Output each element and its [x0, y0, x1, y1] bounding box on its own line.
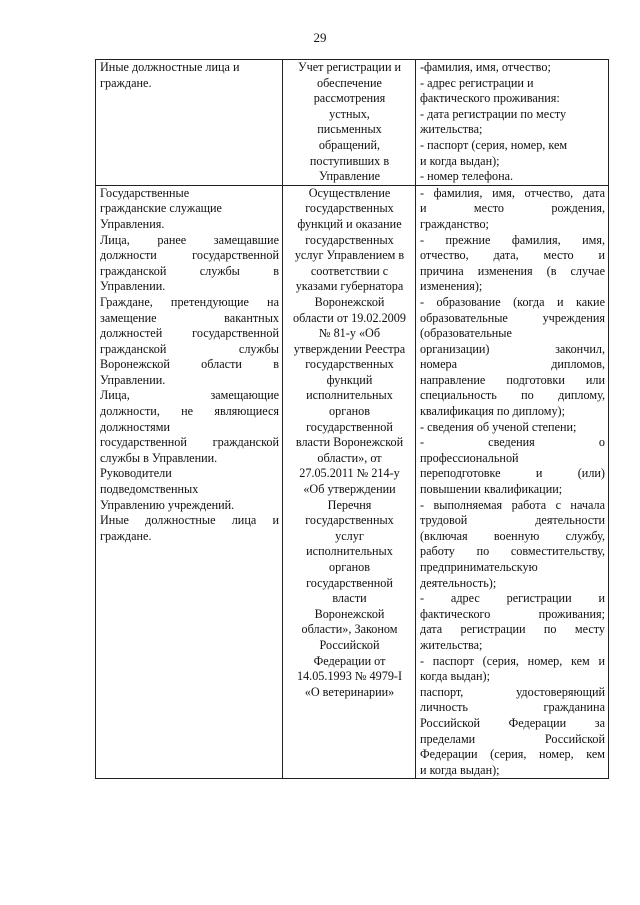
purpose-line: Воронежской: [314, 606, 385, 621]
personal-data-line: образовательные учреждения: [420, 310, 605, 325]
personal-data-line: переподготовке и (или): [420, 466, 605, 481]
personal-data-line: - прежние фамилия, имя,: [420, 232, 605, 247]
purpose-line: соответствии с: [310, 263, 389, 278]
personal-data-line: деятельность);: [420, 575, 497, 590]
purpose-line: функций и оказание: [297, 216, 402, 231]
purpose-line: Российской: [319, 637, 380, 652]
personal-data-line: квалификация по диплому);: [420, 404, 565, 419]
subjects-cell: [96, 185, 283, 779]
purpose-line: указами губернатора: [295, 279, 404, 294]
personal-data-line: работу по совместительству,: [420, 544, 605, 559]
purpose-line: Учет регистрации и: [297, 60, 402, 74]
personal-data-line: пределами Российской: [420, 731, 605, 746]
personal-data-line: когда выдан);: [420, 669, 490, 684]
personal-data-line: - дата регистрации по месту: [420, 106, 567, 121]
personal-data-line: отчество, дата, место и: [420, 248, 605, 263]
subjects-line: гражданские служащие: [100, 201, 222, 216]
subjects-line: Иные должностные лица и: [100, 513, 279, 528]
personal-data-line: повышении квалификации;: [420, 482, 563, 497]
personal-data-line: жительства;: [420, 122, 483, 137]
personal-data-line: Федерации (серия, номер, кем: [420, 747, 605, 762]
purpose-line: Перечня: [327, 497, 372, 512]
personal-data-line: жительства;: [420, 637, 483, 652]
purpose-line: обращений,: [318, 137, 381, 152]
personal-data-line: трудовой деятельности: [420, 513, 605, 528]
purpose-line: 14.05.1993 № 4979-I: [296, 669, 403, 684]
purpose-line: государственной: [306, 575, 393, 590]
subjects-line: должностей государственной: [100, 326, 279, 341]
subjects-cell: [96, 60, 283, 186]
purpose-line: «О ветеринарии»: [304, 684, 395, 699]
subjects-line: государственной гражданской: [100, 435, 279, 450]
subjects-line: граждане.: [100, 528, 152, 543]
subjects-line: должностями: [100, 419, 170, 434]
purpose-line: органов: [329, 560, 370, 574]
purpose-line: государственных: [305, 513, 394, 528]
personal-data-line: - сведения о: [420, 435, 605, 450]
purpose-line: Воронежской: [314, 294, 385, 309]
purpose-line: Осуществление: [308, 185, 391, 200]
subjects-line: Иные должностные лица и: [100, 60, 240, 74]
purpose-line: устных,: [329, 106, 370, 121]
purpose-line: государственных: [305, 357, 394, 372]
personal-data-line: номера дипломов,: [420, 357, 605, 372]
personal-data-line: - адрес регистрации и: [420, 591, 605, 606]
personal-data-line: - адрес регистрации и: [420, 75, 534, 90]
subjects-line: Управлении.: [100, 372, 166, 387]
subjects-line: Лица, замещающие: [100, 388, 279, 403]
personal-data-line: Российской Федерации за: [420, 715, 605, 730]
subjects-line: должности государственной: [100, 248, 279, 263]
purpose-line: № 81-у «Об: [318, 326, 381, 341]
purpose-line: письменных: [317, 122, 382, 137]
purpose-line: области», Законом: [301, 622, 398, 637]
purpose-line: государственных: [305, 232, 394, 247]
personal-data-line: предпринимательскую: [420, 560, 538, 574]
personal-data-line: - паспорт (серия, номер, кем и: [420, 653, 605, 668]
table-row: [96, 185, 609, 779]
personal-data-line: фактического проживания:: [420, 91, 560, 106]
purpose-line: обеспечение: [317, 75, 382, 90]
purpose-line: «Об утверждении: [303, 482, 396, 497]
subjects-line: гражданской службы: [100, 341, 279, 356]
purpose-line: власти Воронежской: [295, 435, 404, 450]
subjects-line: Государственные: [100, 185, 190, 200]
purpose-line: области от 19.02.2009: [293, 310, 406, 325]
subjects-line: Граждане, претендующие на: [100, 294, 279, 309]
subjects-line: замещение вакантных: [100, 310, 279, 325]
personal-data-line: и когда выдан);: [420, 762, 500, 777]
personal-data-line: и место рождения,: [420, 201, 605, 216]
purpose-line: Управление: [318, 169, 381, 184]
purpose-line: услуг Управлением в: [294, 248, 405, 263]
table-row: [96, 60, 609, 186]
purpose-line: услуг: [335, 528, 364, 543]
personal-data-line: гражданство;: [420, 216, 489, 231]
purpose-line: рассмотрения: [313, 91, 386, 106]
personal-data-line: фактического проживания;: [420, 606, 605, 621]
personal-data-line: - образование (когда и какие: [420, 294, 605, 309]
subjects-line: гражданской службы в: [100, 263, 279, 278]
subjects-line: должности, не являющиеся: [100, 404, 279, 419]
personal-data-line: организации) закончил,: [420, 341, 605, 356]
purpose-cell: [283, 60, 416, 186]
subjects-line: Лица, ранее замещавшие: [100, 232, 279, 247]
purpose-line: функций: [326, 372, 373, 387]
subjects-line: Управлении.: [100, 279, 166, 294]
personal-data-line: изменения);: [420, 279, 483, 294]
purpose-line: утверждении Реестра: [293, 341, 406, 356]
personal-data-line: паспорт, удостоверяющий: [420, 684, 605, 699]
purpose-line: органов: [329, 404, 370, 419]
page-number: 29: [313, 30, 327, 45]
personal-data-line: дата регистрации по месту: [420, 622, 605, 637]
subjects-line: Воронежской области в: [100, 357, 279, 372]
subjects-line: граждане.: [100, 75, 152, 90]
purpose-line: государственной: [306, 419, 393, 434]
subjects-line: Управления.: [100, 216, 165, 231]
personal-data-cell: [416, 185, 609, 779]
personal-data-line: (образовательные: [420, 326, 512, 341]
purpose-line: государственных: [305, 201, 394, 216]
personal-data-line: причина изменения (в случае: [420, 263, 605, 278]
purpose-cell: [283, 185, 416, 779]
personal-data-line: специальность по диплому,: [420, 388, 605, 403]
personal-data-cell: [416, 60, 609, 186]
personal-data-line: - сведения об ученой степени;: [420, 419, 577, 434]
purpose-line: области», от: [317, 450, 382, 465]
personal-data-line: - номер телефона.: [420, 169, 514, 184]
personal-data-line: (включая военную службу,: [420, 528, 605, 543]
personal-data-line: -фамилия, имя, отчество;: [420, 60, 551, 74]
data-processing-table: [95, 59, 609, 779]
subjects-line: Руководители: [100, 466, 172, 481]
personal-data-line: - паспорт (серия, номер, кем: [420, 137, 568, 152]
purpose-line: исполнительных: [306, 388, 393, 403]
purpose-line: 27.05.2011 № 214-у: [299, 466, 400, 481]
personal-data-line: - фамилия, имя, отчество, дата: [420, 185, 605, 200]
purpose-line: исполнительных: [306, 544, 393, 559]
subjects-line: подведомственных: [100, 482, 199, 497]
personal-data-line: - выполняемая работа с начала: [420, 497, 605, 512]
purpose-line: поступивших в: [309, 153, 390, 168]
personal-data-line: личность гражданина: [420, 700, 605, 715]
purpose-line: Федерации от: [313, 653, 386, 668]
personal-data-line: направление подготовки или: [420, 372, 605, 387]
purpose-line: власти: [332, 591, 367, 606]
subjects-line: службы в Управлении.: [100, 450, 218, 465]
personal-data-line: и когда выдан);: [420, 153, 500, 168]
personal-data-line: профессиональной: [420, 450, 519, 465]
subjects-line: Управлению учреждений.: [100, 497, 235, 512]
